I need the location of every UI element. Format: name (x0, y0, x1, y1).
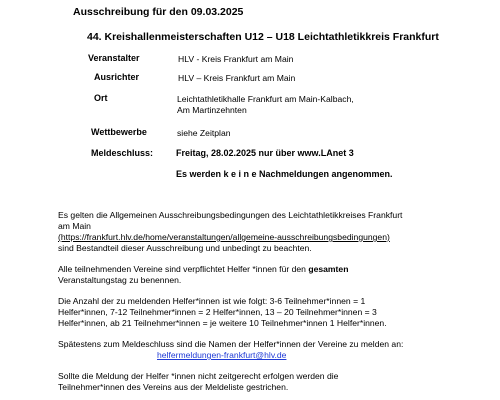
veranstalter-value: HLV - Kreis Frankfurt am Main (178, 54, 294, 64)
helpers-count-line1: Die Anzahl der zu meldenden Helfer*innen ist wie folgt: 3-6 Teilnehmer*innen = 1 (58, 296, 366, 306)
ort-label: Ort (94, 93, 108, 103)
late-report-line2: Teilnehmer*innen des Vereins aus der Meldeliste gestrichen. (58, 382, 289, 392)
ort-value-line1: Leichtathletikhalle Frankfurt am Main-Kalbach, (177, 94, 354, 104)
ort-value-line2: Am Martinzehnten (177, 105, 247, 115)
helpers-obligation-line2: Veranstaltungstag zu benennen. (58, 275, 182, 285)
helpers-obligation-line1 (58, 264, 348, 276)
conditions-line4: sind Bestandteil dieser Ausschreibung und unbedingt zu beachten. (58, 243, 312, 253)
conditions-line1: Es gelten die Allgemeinen Ausschreibungsbedingungen des Leichtathletikkreises Frankfurt (58, 210, 403, 220)
wettbewerbe-label: Wettbewerbe (91, 127, 147, 137)
ausrichter-label: Ausrichter (94, 72, 140, 82)
meldeschluss-value: Freitag, 28.02.2025 nur über www.LAnet 3 (176, 148, 354, 158)
no-late-entries-notice: Es werden k e i n e Nachmeldungen angenommen. (176, 169, 393, 179)
helpers-email-link[interactable]: helfermeldungen-frankfurt@hlv.de (157, 350, 287, 360)
conditions-line2: am Main (58, 221, 91, 231)
helpers-obligation-emphasis: gesamten (308, 264, 349, 274)
late-report-line1: Sollte die Meldung der Helfer *innen nicht zeitgerecht erfolgen werden die (58, 371, 339, 381)
wettbewerbe-value: siehe Zeitplan (177, 128, 231, 138)
helpers-obligation-text: Alle teilnehmenden Vereine sind verpflichtet Helfer *innen für den (58, 264, 309, 274)
veranstalter-label: Veranstalter (88, 53, 140, 63)
helpers-count-line2: Helfer*innen, 7-12 Teilnehmer*innen = 2 Helfer*innen, 13 – 20 Teilnehmer*innen = 3 (58, 307, 377, 317)
helpers-report-line1: Spätestens zum Meldeschluss sind die Namen der Helfer*innen der Vereine zu melden an: (58, 339, 404, 349)
document-title: Ausschreibung für den 09.03.2025 (73, 6, 244, 18)
ausrichter-value: HLV – Kreis Frankfurt am Main (178, 73, 296, 83)
helpers-count-line3: Helfer*innen, ab 21 Teilnehmer*innen = je weitere 10 Teilnehmer*innen 1 Helfer*innen. (58, 318, 387, 328)
meldeschluss-label: Meldeschluss: (91, 148, 154, 158)
conditions-link[interactable]: (https://frankfurt.hlv.de/home/veranstaltungen/allgemeine-ausschreibungsbedingungen) (58, 232, 390, 242)
event-subtitle: 44. Kreishallenmeisterschaften U12 – U18 Leichtathletikkreis Frankfurt (87, 31, 439, 43)
